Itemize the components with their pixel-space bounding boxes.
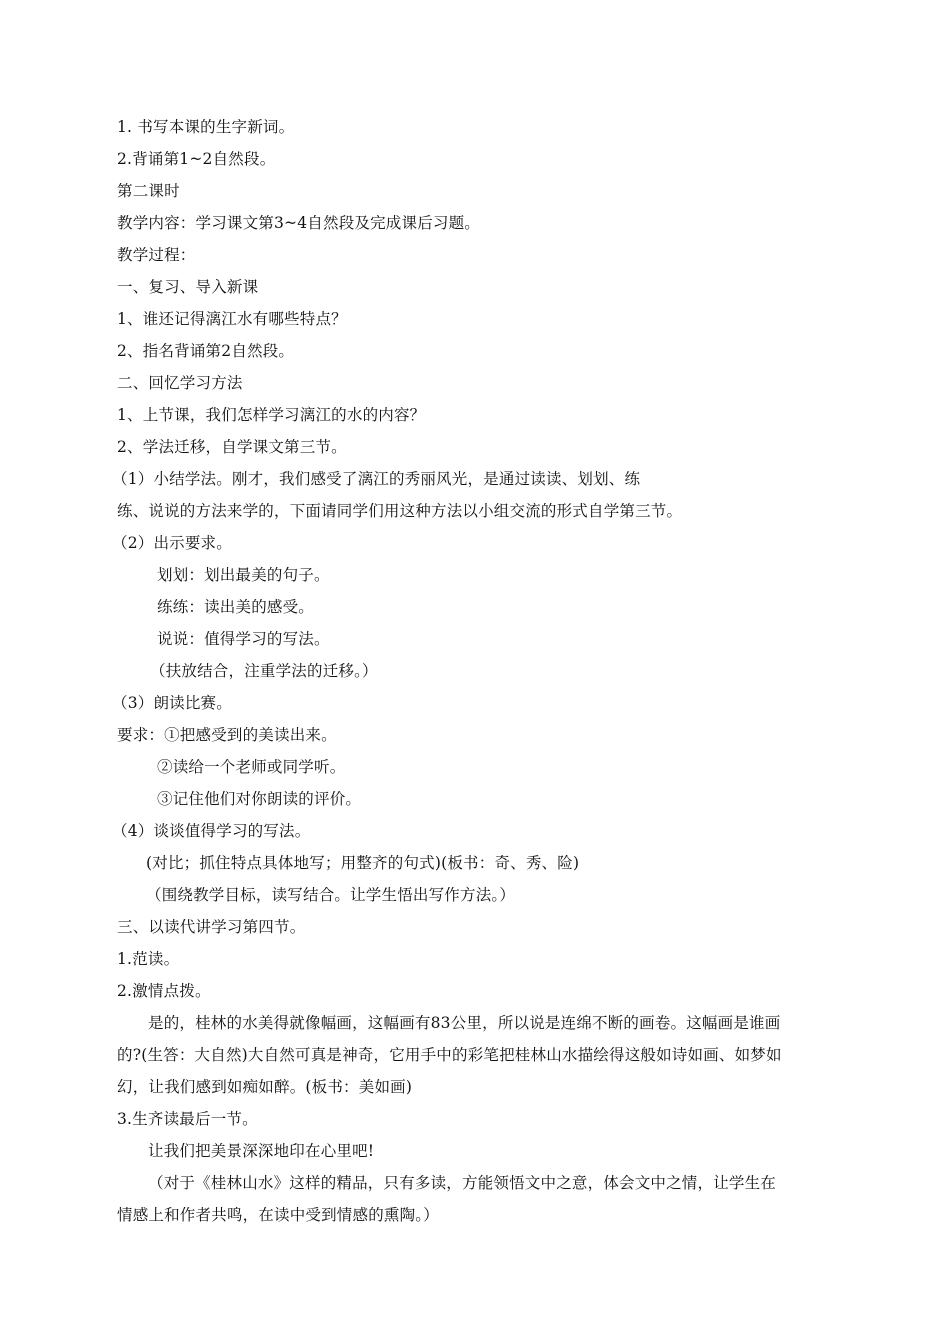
text-line-17: 说说：值得学习的写法。 [157, 630, 330, 648]
text-line-20: 要求：①把感受到的美读出来。 [117, 726, 337, 744]
text-line-35: 情感上和作者共鸣，在读中受到情感的熏陶。） [117, 1206, 439, 1224]
text-line-28: 2.激情点拨。 [117, 982, 211, 1000]
text-line-23: （4）谈谈值得学习的写法。 [112, 822, 311, 840]
text-line-10: 1、上节课，我们怎样学习漓江的水的内容？ [117, 406, 426, 424]
text-line-7: 1、谁还记得漓江水有哪些特点？ [117, 310, 347, 328]
text-line-15: 划划：划出最美的句子。 [157, 566, 330, 584]
text-line-33: 让我们把美景深深地印在心里吧! [148, 1142, 375, 1160]
text-line-18: （扶放结合，注重学法的迁移。） [150, 662, 378, 680]
section-heading-second-lesson: 第二课时 [117, 182, 180, 200]
text-line-24: (对比；抓住特点具体地写；用整齐的句式)(板书：奇、秀、险) [146, 854, 580, 872]
heading-part-one: 一、复习、导入新课 [117, 278, 259, 296]
text-line-16: 练练：读出美的感受。 [157, 598, 315, 616]
text-line-27: 1.范读。 [117, 950, 180, 968]
text-line-13: 练、说说的方法来学的，下面请同学们用这种方法以小组交流的形式自学第三节。 [117, 502, 683, 520]
text-line-21: ②读给一个老师或同学听。 [157, 758, 346, 776]
text-line-29: 是的，桂林的水美得就像幅画，这幅画有83公里，所以说是连绵不断的画卷。这幅画是谁画 [148, 1014, 781, 1032]
text-line-1: 1. 书写本课的生字新词。 [117, 118, 295, 136]
text-line-14: （2）出示要求。 [112, 534, 232, 552]
text-line-2: 2.背诵第1~2自然段。 [117, 150, 276, 168]
text-line-teaching-content: 教学内容：学习课文第3~4自然段及完成课后习题。 [117, 214, 481, 232]
text-line-19: （3）朗读比赛。 [112, 694, 232, 712]
text-line-12: （1）小结学法。刚才，我们感受了漓江的秀丽风光，是通过读读、划划、练 [112, 470, 641, 488]
heading-part-three: 三、以读代讲学习第四节。 [117, 918, 306, 936]
text-line-11: 2、学法迁移，自学课文第三节。 [117, 438, 347, 456]
heading-part-two: 二、回忆学习方法 [117, 374, 243, 392]
text-line-31: 幻，让我们感到如痴如醉。(板书：美如画) [117, 1078, 413, 1096]
text-line-22: ③记住他们对你朗读的评价。 [157, 790, 362, 808]
text-line-8: 2、指名背诵第2自然段。 [117, 342, 295, 360]
text-line-34: （对于《桂林山水》这样的精品，只有多读，方能领悟文中之意，体会文中之情，让学生在 [148, 1174, 777, 1192]
text-line-teaching-process: 教学过程： [117, 246, 196, 264]
text-line-25: （围绕教学目标，读写结合。让学生悟出写作方法。） [146, 886, 516, 904]
text-line-30: 的?(生答：大自然)大自然可真是神奇，它用手中的彩笔把桂林山水描绘得这般如诗如画、如梦如 [117, 1046, 782, 1064]
text-line-32: 3.生齐读最后一节。 [117, 1110, 258, 1128]
